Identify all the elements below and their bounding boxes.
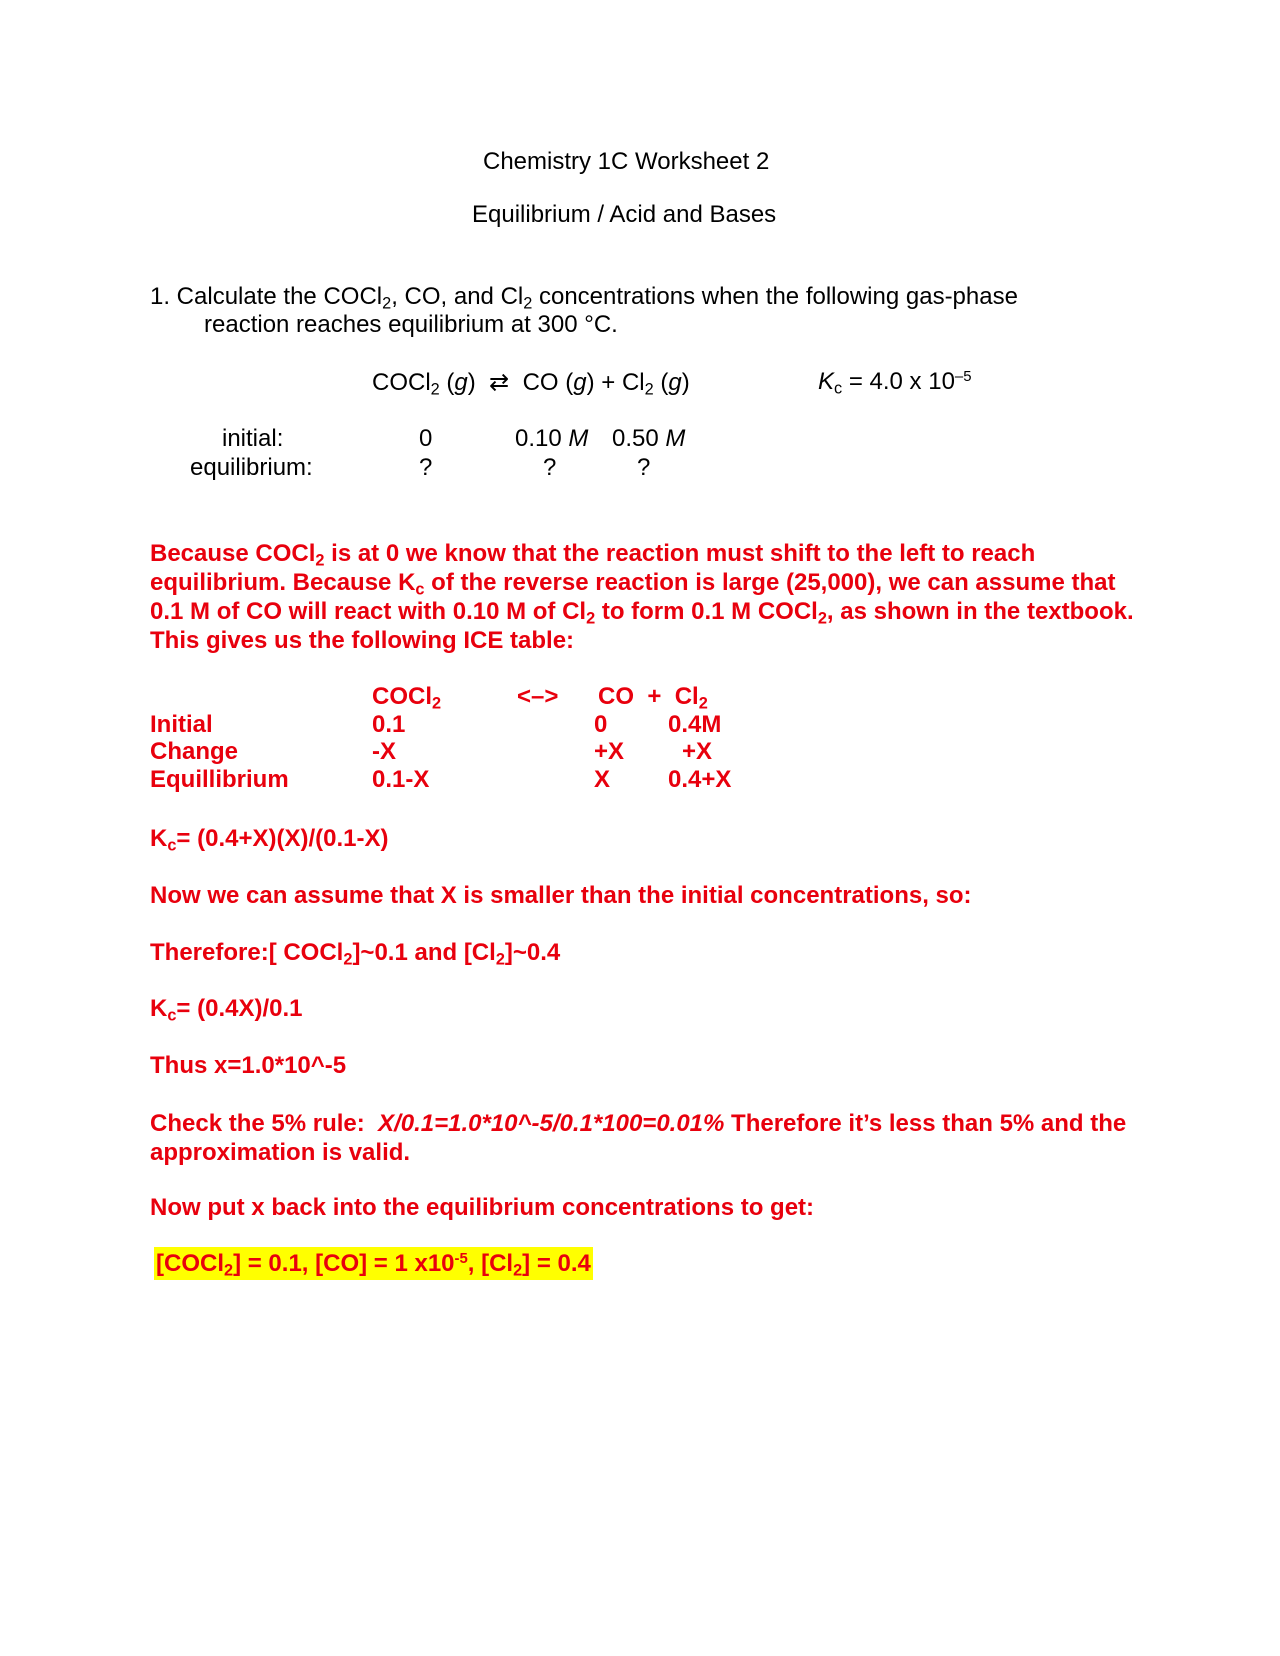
ice-change-cocl2: -X xyxy=(372,738,396,765)
row-label-equilibrium: equilibrium: xyxy=(190,454,313,481)
ice-initial-cl2: 0.4M xyxy=(668,711,722,738)
initial-cocl2: 0 xyxy=(419,425,433,452)
ice-label-initial: Initial xyxy=(150,711,213,738)
answer-paragraph: Because COCl$_2$ is at 0 we know that the reaction must shift to the left to reach equilibrium. Because $K_c$ of the reverse reaction is large (25,000), we can assume that 0.1 M of CO will react with 0.10 M of $Cl_2$ to form 0.1 M COCl$_2$, as shown in the textbook. This gives us the following ICE table: xyxy=(150,540,1134,654)
check-rule-text: Check the 5% rule: X/0.1=1.0*10^-5/0.1*100=0.01% Therefore it’s less than 5% and the approximation is valid. xyxy=(150,1110,1127,1166)
reaction-equation: COCl$_2$ (g) ⇄ CO $(g) + Cl_2$ (g) xyxy=(372,369,690,399)
page-title: Chemistry 1C Worksheet 2 xyxy=(483,148,770,175)
thus-text: Thus x=1.0*10^-5 xyxy=(150,1052,347,1079)
initial-cl2: 0.50 M xyxy=(612,425,686,452)
ice-initial-co: 0 xyxy=(594,711,608,738)
kc-expression-1: $K_c= (0.4+X)(X)/(0.1-X)$ xyxy=(150,825,389,855)
row-label-initial: initial: xyxy=(222,425,284,452)
ice-label-change: Change xyxy=(150,738,239,765)
question-line-1: 1. Calculate the COCl$_2$, CO, and $Cl_2$ concentrations when the following gas-phase xyxy=(150,283,1018,313)
ice-change-cl2: +X xyxy=(682,738,713,765)
initial-co: 0.10 M xyxy=(515,425,589,452)
page-subtitle: Equilibrium / Acid and Bases xyxy=(472,201,777,228)
final-answer: [COCl$_2$] = 0.1, [CO] = 1 $x10^{-5}$, $[Cl_2] = 0.4$ xyxy=(154,1250,593,1278)
question-line-2: reaction reaches equilibrium at 300 °C. xyxy=(204,311,618,338)
ice-header-cocl2: COCl$_2$ xyxy=(372,683,442,713)
assumption-text: Now we can assume that X is smaller than the initial concentrations, so: xyxy=(150,882,972,909)
ice-label-equilibrium: Equillibrium xyxy=(150,766,289,793)
eq-co: ? xyxy=(543,454,557,481)
kc-constant: $K_c = 4.0$ x $10^{-5}$ xyxy=(818,368,972,398)
ice-eq-cl2: 0.4+X xyxy=(668,766,732,793)
therefore-text: Therefore:[ COCl$_2$]~0.1 and $[Cl_2]\sim 0.4$ xyxy=(150,939,561,969)
ice-change-co: +X xyxy=(594,738,625,765)
ice-eq-co: X xyxy=(594,766,611,793)
kc-expression-2: $K_c= (0.4X)/0.1$ xyxy=(150,995,303,1025)
ice-initial-cocl2: 0.1 xyxy=(372,711,406,738)
ice-eq-cocl2: 0.1-X xyxy=(372,766,430,793)
ice-header-products: CO + $Cl_2$ xyxy=(598,683,708,713)
eq-cl2: ? xyxy=(637,454,651,481)
now-put-text: Now put x back into the equilibrium concentrations to get: xyxy=(150,1194,815,1221)
ice-header-arrow: <–> xyxy=(517,683,559,710)
equilibrium-arrow: ⇄ xyxy=(489,369,510,396)
eq-cocl2: ? xyxy=(419,454,433,481)
